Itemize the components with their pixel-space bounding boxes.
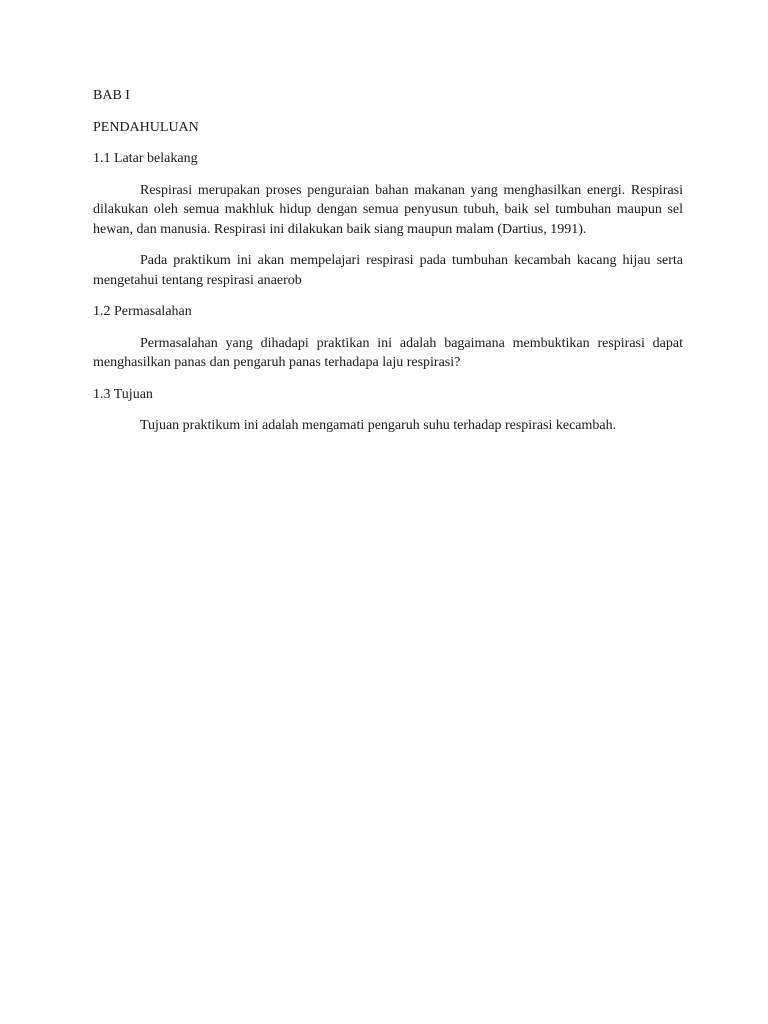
paragraph: Permasalahan yang dihadapi praktikan ini adalah bagaimana membuktikan respirasi dapat menghasilkan panas dan pengaruh panas terhadapa laju respirasi?: [93, 335, 683, 370]
section-heading: 1.2 Permasalahan: [93, 304, 192, 319]
paragraph: Pada praktikum ini akan mempelajari respirasi pada tumbuhan kecambah kacang hijau serta mengetahui tentang respirasi anaerob: [93, 253, 683, 288]
chapter-title: PENDAHULUAN: [93, 119, 199, 135]
paragraph: Tujuan praktikum ini adalah mengamati pengaruh suhu terhadap respirasi kecambah.: [140, 418, 617, 433]
section-heading: 1.3 Tujuan: [93, 386, 153, 402]
section-heading: 1.1 Latar belakang: [93, 151, 198, 166]
chapter-label: BAB I: [93, 88, 130, 103]
paragraph: Respirasi merupakan proses penguraian bahan makanan yang menghasilkan energi. Respirasi dilakukan oleh semua makhluk hidup dengan semua penyusun tubuh, baik sel tumbuhan maupun sel hewan, dan manusia. Respirasi ini dilakukan baik siang maupun malam (Dartius, 1991).: [93, 182, 683, 237]
document-body: [93, 86, 683, 448]
